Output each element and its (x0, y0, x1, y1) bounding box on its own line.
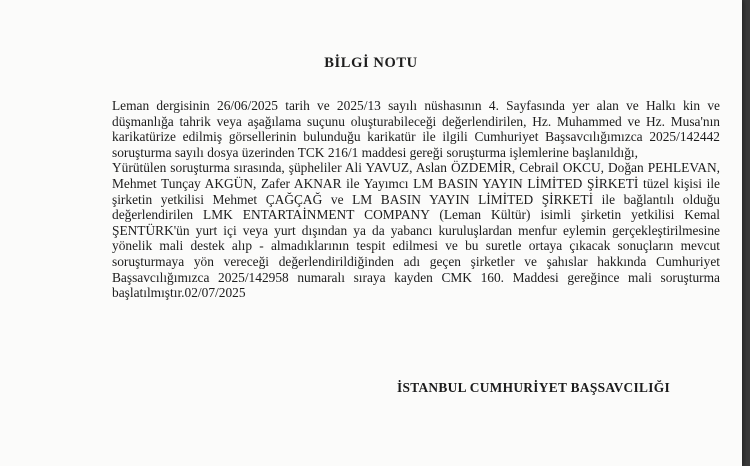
document-title: BİLGİ NOTU (324, 55, 418, 71)
paragraph-2-text: Yürütülen soruşturma sırasında, şüpheliler Ali YAVUZ, Aslan ÖZDEMİR, Cebrail OKCU, Doğan PEHLEVAN, Mehmet Tunçay AKGÜN, Zafer AKNAR ile Yayımcı LM BASIN YAYIN LİMİTED ŞİRKETİ tüzel kişisi ile şirketin yetkilisi Mehmet ÇAĞÇAĞ ve LM BASIN YAYIN LİMİTED ŞİRKETİ ile bağlantılı olduğu değerlendirilen LMK ENTARTAİNMENT COMPANY (Leman Kültür) isimli şirketin yetkilisi Kemal ŞENTÜRK'ün yurt içi veya yurt dışından ya da yabancı kuruluşlardan menfur eylemin gerçekleştirilmesine yönelik mali destek alıp - almadıklarının tespit edilmesi ve bu suretle ortaya çıkacak sonuçların mevcut soruşturmaya yön vereceği değerlendirildiğinden adı geçen şirketler ve şahıslar hakkında Cumhuriyet Başsavcılığımızca 2025/142958 numaralı sıraya kayden CMK 160. Maddesi gereğince mali soruşturma başlatılmıştır.02/07/2025 (112, 160, 720, 301)
document-body (112, 98, 720, 301)
paragraph-1-text: Leman dergisinin 26/06/2025 tarih ve 2025/13 sayılı nüshasının 4. Sayfasında yer alan ve Halkı kin ve düşmanlığa tahrik veya aşağılama suçunu oluşturabileceği değerlendirilen, Hz. Muhammed ve Hz. Musa'nın karikatürize edilmiş görsellerinin bulunduğu karikatür ile ilgili Cumhuriyet Başsavcılığımızca 2025/142442 soruşturma sayılı dosya üzerinden TCK 216/1 maddesi gereği soruşturma işlemlerine başlanıldığı, (112, 98, 720, 160)
paragraph-2 (112, 160, 720, 300)
signature-authority: İSTANBUL CUMHURİYET BAŞSAVCILIĞI (396, 380, 670, 395)
paragraph-1 (112, 98, 720, 160)
